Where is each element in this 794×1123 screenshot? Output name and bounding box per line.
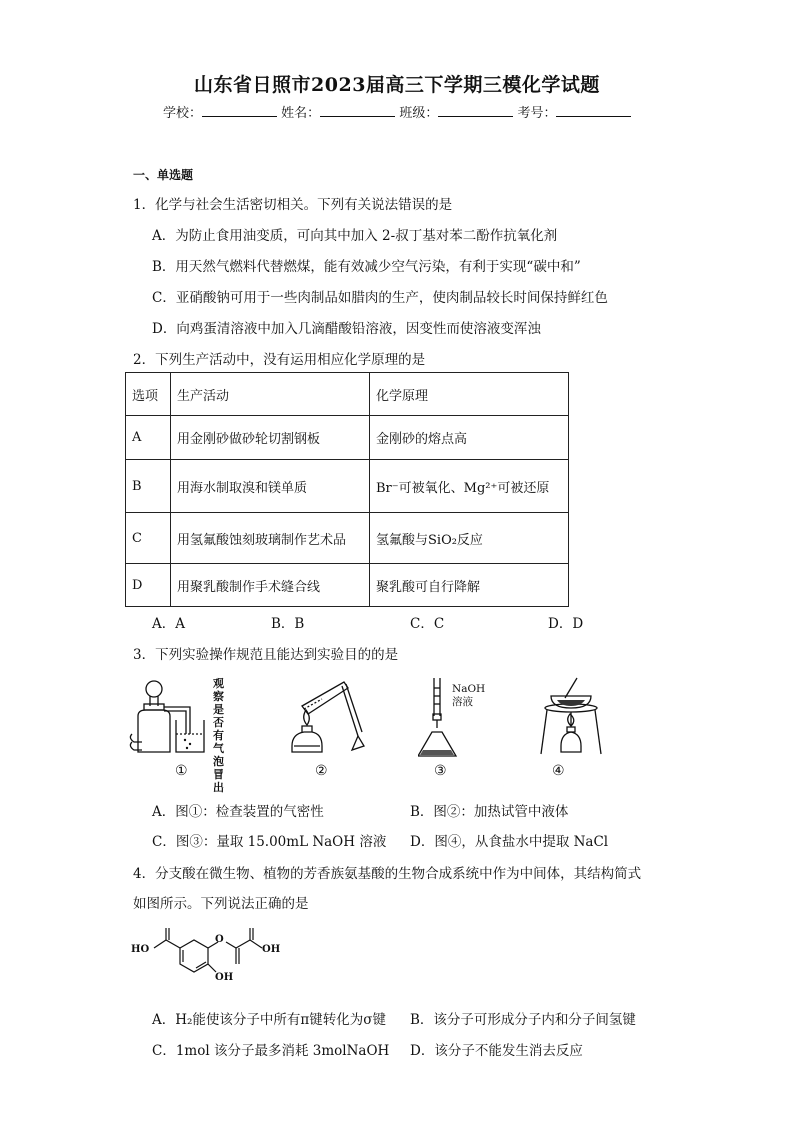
q3-stem: 3．下列实验操作规范且能达到实验目的的是 bbox=[133, 647, 399, 663]
table-row bbox=[126, 460, 569, 513]
table-cell: A bbox=[126, 416, 171, 460]
table-header-row bbox=[126, 373, 569, 416]
q2-option-d[interactable]: D．D bbox=[548, 616, 584, 632]
q4-option-c[interactable]: C．1mol 该分子最多消耗 3molNaOH bbox=[152, 1043, 390, 1059]
q2-option-b[interactable]: B．B bbox=[271, 616, 305, 632]
name-blank[interactable] bbox=[320, 104, 395, 117]
q3-option-c[interactable]: C．图③：量取 15.00mL NaOH 溶液 bbox=[152, 834, 387, 850]
table-row bbox=[126, 513, 569, 564]
class-label: 班级： bbox=[399, 106, 439, 121]
figure-3-note bbox=[452, 683, 485, 709]
chorismic-acid-structure bbox=[130, 924, 295, 990]
figure-3-note-line: 溶液 bbox=[452, 696, 473, 708]
q4-option-a[interactable]: A．H₂能使该分子中所有π键转化为σ键 bbox=[152, 1012, 387, 1028]
page-title: 山东省日照市2023届高三下学期三模化学试题 bbox=[194, 74, 600, 96]
structure-label-oh-bottom: OH bbox=[215, 972, 234, 983]
q1-option-d[interactable]: D．向鸡蛋清溶液中加入几滴醋酸铅溶液，因变性而使溶液变浑浊 bbox=[152, 321, 541, 337]
section-heading: 一、单选题 bbox=[133, 168, 194, 182]
table-cell: 氢氟酸与SiO₂反应 bbox=[370, 513, 569, 564]
table-cell: B bbox=[126, 460, 171, 513]
figure-4-label: ④ bbox=[552, 763, 565, 779]
figure-1-note-line: 有气 bbox=[213, 729, 224, 755]
q1-option-b[interactable]: B．用天然气燃料代替燃煤，能有效减少空气污染，有利于实现“碳中和” bbox=[152, 259, 581, 275]
table-cell: 用金刚砂做砂轮切割钢板 bbox=[171, 416, 370, 460]
table-cell: 用聚乳酸制作手术缝合线 bbox=[171, 564, 370, 607]
structure-label-oh-right: OH bbox=[262, 944, 281, 955]
figure-1-note-line: 察 bbox=[213, 690, 224, 703]
figure-3-label: ③ bbox=[434, 763, 447, 779]
q1-option-a[interactable]: A．为防止食用油变质，可向其中加入 2-叔丁基对苯二酚作抗氧化剂 bbox=[152, 228, 558, 244]
figure-1-note-line: 出 bbox=[213, 781, 224, 794]
structure-label-ho: HO bbox=[131, 944, 150, 955]
q3-option-a[interactable]: A．图①：检查装置的气密性 bbox=[152, 804, 324, 820]
q2-stem: 2．下列生产活动中，没有运用相应化学原理的是 bbox=[133, 352, 426, 368]
q2-table bbox=[125, 372, 569, 607]
figure-1-note-line: 是否 bbox=[213, 703, 224, 729]
q1-stem: 1．化学与社会生活密切相关。下列有关说法错误的是 bbox=[133, 197, 453, 213]
student-info-line bbox=[163, 102, 631, 121]
figure-4-evaporating-dish bbox=[537, 676, 607, 758]
q4-stem-line-2: 如图所示。下列说法正确的是 bbox=[133, 896, 309, 912]
table-cell: 金刚砂的熔点高 bbox=[370, 416, 569, 460]
table-header-cell: 选项 bbox=[126, 373, 171, 416]
table-cell: 用氢氟酸蚀刻玻璃制作艺术品 bbox=[171, 513, 370, 564]
q4-option-d[interactable]: D．该分子不能发生消去反应 bbox=[410, 1043, 583, 1059]
figure-2-heating-test-tube bbox=[282, 676, 372, 756]
figure-1-note-line: 泡冒 bbox=[213, 755, 224, 781]
school-blank[interactable] bbox=[202, 104, 277, 117]
school-label: 学校： bbox=[163, 106, 203, 121]
table-cell: Br⁻可被氧化、Mg²⁺可被还原 bbox=[370, 460, 569, 513]
q4-stem-line-1: 4．分支酸在微生物、植物的芳香族氨基酸的生物合成系统中作为中间体，其结构简式 bbox=[133, 866, 642, 882]
q2-option-a[interactable]: A．A bbox=[152, 616, 185, 632]
structure-label-o: O bbox=[215, 934, 224, 945]
q1-option-c[interactable]: C．亚硝酸钠可用于一些肉制品如腊肉的生产，使肉制品较长时间保持鲜红色 bbox=[152, 290, 608, 306]
q2-option-c[interactable]: C．C bbox=[410, 616, 445, 632]
table-header-cell: 化学原理 bbox=[370, 373, 569, 416]
class-blank[interactable] bbox=[438, 104, 513, 117]
figure-1-note bbox=[213, 677, 233, 794]
q3-option-d[interactable]: D．图④，从食盐水中提取 NaCl bbox=[410, 834, 609, 850]
figure-3-note-line: NaOH bbox=[452, 683, 486, 695]
exam-no-blank[interactable] bbox=[556, 104, 631, 117]
table-header-cell: 生产活动 bbox=[171, 373, 370, 416]
figure-1-note-line: 观 bbox=[213, 677, 224, 690]
q4-option-b[interactable]: B．该分子可形成分子内和分子间氢键 bbox=[410, 1012, 636, 1028]
figure-2-label: ② bbox=[315, 763, 328, 779]
exam-no-label: 考号： bbox=[517, 106, 557, 121]
q3-option-b[interactable]: B．图②：加热试管中液体 bbox=[410, 804, 569, 820]
table-row bbox=[126, 564, 569, 607]
table-cell: C bbox=[126, 513, 171, 564]
table-cell: D bbox=[126, 564, 171, 607]
table-cell: 用海水制取溴和镁单质 bbox=[171, 460, 370, 513]
table-row bbox=[126, 416, 569, 460]
figure-1-label: ① bbox=[175, 763, 188, 779]
name-label: 姓名： bbox=[281, 106, 321, 121]
table-cell: 聚乳酸可自行降解 bbox=[370, 564, 569, 607]
